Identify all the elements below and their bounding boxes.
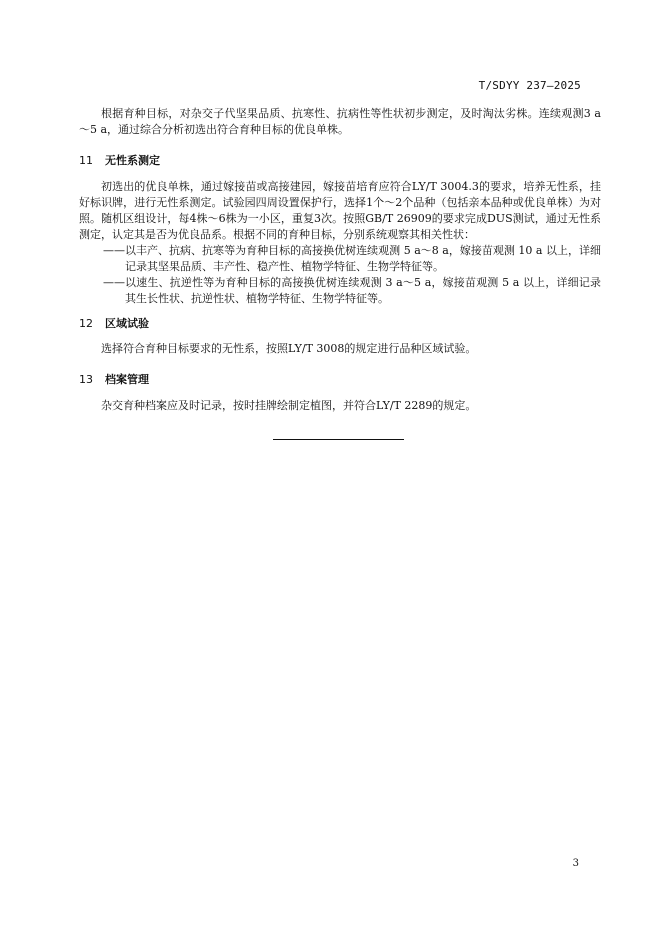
section-heading-13 [79,371,149,387]
section-title: 档案管理 [105,373,149,386]
list-item-text: 以丰产、抗病、抗寒等为育种目标的高接换优树连续观测 5 a～8 a，嫁接苗观测 10 a 以上，详细记录其坚果品质、丰产性、稳产性、植物学特征、生物学特征等。 [125,244,601,273]
section-paragraph: 杂交育种档案应及时记录，按时挂牌绘制定植图，并符合LY/T 2289的规定。 [101,399,477,412]
list-dash: —— [103,276,125,289]
intro-paragraph: 根据育种目标，对杂交子代坚果品质、抗寒性、抗病性等性状初步测定，及时淘汰劣株。连续观测3 a～5 a，通过综合分析初选出符合育种目标的优良单株。 [79,107,601,136]
section-paragraph: 选择符合育种目标要求的无性系，按照LY/T 3008的规定进行品种区域试验。 [101,342,477,355]
section-paragraph: 初选出的优良单株，通过嫁接苗或高接建园，嫁接苗培育应符合LY/T 3004.3的要求，培养无性系，挂好标识牌，进行无性系测定。试验园四周设置保护行，选择1个～2个品种（包括亲本品种或优良单株）为对照。随机区组设计，每4株～6株为一小区，重复3次。按照GB/T 26909的要求完成DUS测试，通过无性系测定，认定其是否为优良品系。根据不同的育种目标，分别系统观察其相关性状： [79,180,601,241]
page-number: 3 [572,858,579,869]
section-body-13 [79,398,601,414]
section-number: 12 [79,317,93,330]
list-dash: —— [103,244,125,257]
section-number: 11 [79,154,93,167]
end-rule [273,439,404,440]
list-item [79,275,601,307]
standard-code: T/SDYY 237—2025 [478,79,581,92]
list-item [79,243,601,275]
intro-section [79,106,601,138]
section-body-11 [79,179,601,307]
section-heading-11 [79,152,160,168]
section-heading-12 [79,315,149,331]
section-number: 13 [79,373,93,386]
section-title: 区域试验 [105,317,149,330]
list-item-text: 以速生、抗逆性等为育种目标的高接换优树连续观测 3 a～5 a，嫁接苗观测 5 a 以上，详细记录其生长性状、抗逆性状、植物学特征、生物学特征等。 [125,276,601,305]
section-title: 无性系测定 [105,154,160,167]
section-body-12 [79,341,601,357]
